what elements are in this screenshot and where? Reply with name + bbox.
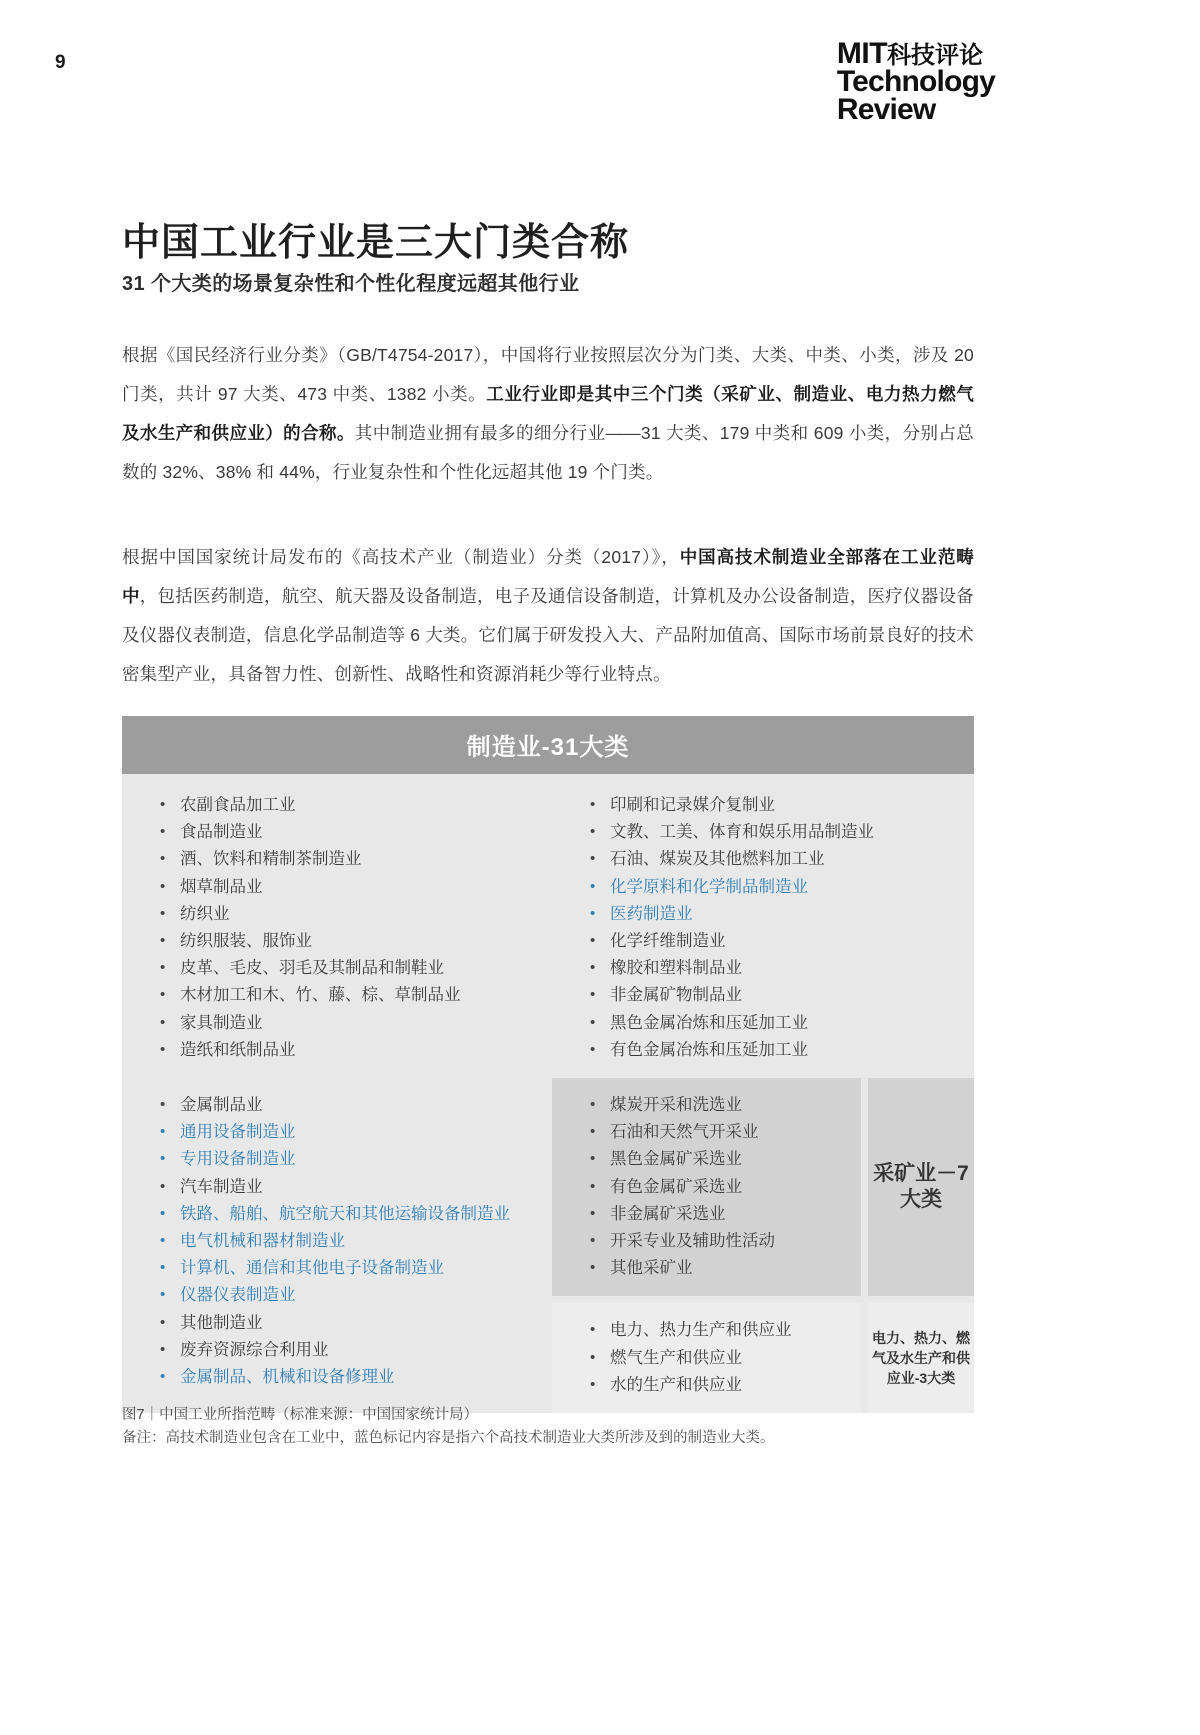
list-item: • 其他采矿业: [552, 1255, 861, 1282]
mining-section-label: 采矿业－7大类: [868, 1078, 974, 1296]
list-spacer: [122, 1064, 552, 1092]
list-item: • 其他制造业: [122, 1310, 552, 1337]
list-item: • 家具制造业: [122, 1010, 552, 1037]
brand-line-review: Review: [836, 92, 936, 126]
brand-chinese-text: 科技评论: [887, 42, 984, 69]
list-item: • 食品制造业: [122, 819, 552, 846]
caption-line-1: 图7｜中国工业所指范畴（标准来源：中国国家统计局）: [122, 1407, 479, 1423]
list-item: • 燃气生产和供应业: [552, 1345, 861, 1372]
manufacturing-list-left-top: [122, 792, 552, 1064]
list-item: • 电气机械和器材制造业: [122, 1228, 552, 1255]
list-item: • 通用设备制造业: [122, 1119, 552, 1146]
body-paragraph-1: [122, 336, 974, 492]
secondary-sector-boxes: [552, 1078, 974, 1413]
list-item: • 纺织业: [122, 901, 552, 928]
list-item: • 石油、煤炭及其他燃料加工业: [552, 846, 974, 873]
list-item: • 计算机、通信和其他电子设备制造业: [122, 1255, 552, 1282]
industry-classification-figure: [122, 716, 974, 1413]
list-item: • 橡胶和塑料制品业: [552, 955, 974, 982]
list-item: • 印刷和记录媒介复制业: [552, 792, 974, 819]
figure-body: [122, 774, 974, 1413]
para1-part-b: 其中制造业拥有最多的细分行业——31 大类、179 中类和 609 小类，分别占总数的 32%、38% 和 44%，行业复杂性和个性化远超其他 19 个门类。: [122, 422, 974, 482]
utilities-section-label: 电力、热力、燃气及水生产和供应业-3大类: [868, 1303, 974, 1413]
list-item: • 废弃资源综合利用业: [122, 1337, 552, 1364]
page-subtitle: 31 个大类的场景复杂性和个性化程度远超其他行业: [122, 272, 580, 295]
list-item: • 铁路、船舶、航空航天和其他运输设备制造业: [122, 1201, 552, 1228]
list-item: • 皮革、毛皮、羽毛及其制品和制鞋业: [122, 955, 552, 982]
list-item: • 黑色金属矿采选业: [552, 1146, 861, 1173]
para2-part-b: ，包括医药制造，航空、航天器及设备制造，电子及通信设备制造，计算机及办公设备制造，医疗仪器设备及仪器仪表制造，信息化学品制造等 6 大类。它们属于研发投入大、产品附加值高、国际市场前景良好的技术密集型产业，具备智力性、创新性、战略性和资源消耗少等行业特点。: [122, 585, 975, 684]
mining-section: [552, 1078, 974, 1296]
list-item: • 开采专业及辅助性活动: [552, 1228, 861, 1255]
figure-header-title: 制造业-31大类: [122, 716, 974, 774]
list-item: • 仪器仪表制造业: [122, 1282, 552, 1309]
page-number: 9: [55, 52, 66, 73]
list-item: • 酒、饮料和精制茶制造业: [122, 846, 552, 873]
list-item: • 造纸和纸制品业: [122, 1037, 552, 1064]
caption-line-2: 备注：高技术制造业包含在工业中，蓝色标记内容是指六个高技术制造业大类所涉及到的制造业大类。: [122, 1430, 775, 1446]
utilities-section: [552, 1303, 974, 1413]
list-item: • 非金属矿物制品业: [552, 982, 974, 1009]
para2-bold: 中国高技术制造业全部落在工业范畴中: [122, 546, 975, 606]
brand-line-mit: [836, 37, 995, 70]
mit-technology-review-logo: [836, 37, 995, 126]
list-item: • 石油和天然气开采业: [552, 1119, 861, 1146]
list-item: • 金属制品、机械和设备修理业: [122, 1364, 552, 1391]
list-item: • 烟草制品业: [122, 874, 552, 901]
figure-caption: [122, 1404, 775, 1450]
list-item: • 医药制造业: [552, 901, 974, 928]
list-item: • 木材加工和木、竹、藤、棕、草制品业: [122, 982, 552, 1009]
mining-list: [552, 1092, 861, 1282]
list-item: • 黑色金属冶炼和压延加工业: [552, 1010, 974, 1037]
list-item: • 有色金属矿采选业: [552, 1174, 861, 1201]
list-item: • 煤炭开采和洗选业: [552, 1092, 861, 1119]
figure-right-column: [552, 774, 974, 1413]
list-item: • 化学纤维制造业: [552, 928, 974, 955]
utilities-list-box: [552, 1303, 861, 1413]
list-item: • 水的生产和供应业: [552, 1372, 861, 1399]
manufacturing-list-left-bottom: [122, 1092, 552, 1391]
list-item: • 有色金属冶炼和压延加工业: [552, 1037, 974, 1064]
figure-left-column: [122, 774, 552, 1401]
mining-list-box: [552, 1078, 861, 1296]
list-item: • 农副食品加工业: [122, 792, 552, 819]
figure-columns: [122, 774, 974, 1413]
utilities-list: [552, 1317, 861, 1399]
para1-part-a: 根据《国民经济行业分类》（GB/T4754-2017），中国将行业按照层次分为门类、大类、中类、小类，涉及 20 门类，共计 97 大类、473 中类、1382 小类。: [122, 344, 974, 404]
para1-bold: 工业行业即是其中三个门类（采矿业、制造业、电力热力燃气及水生产和供应业）的合称。: [122, 383, 974, 443]
list-item: • 化学原料和化学制品制造业: [552, 874, 974, 901]
list-item: • 纺织服装、服饰业: [122, 928, 552, 955]
body-paragraph-2: [122, 538, 974, 694]
para2-part-a: 根据中国国家统计局发布的《高技术产业（制造业）分类（2017）》，: [122, 546, 680, 567]
brand-line-technology: Technology: [836, 64, 995, 98]
list-item: • 电力、热力生产和供应业: [552, 1317, 861, 1344]
manufacturing-list-right-top: [552, 792, 974, 1064]
list-item: • 文教、工美、体育和娱乐用品制造业: [552, 819, 974, 846]
brand-mit-text: MIT: [836, 37, 888, 70]
list-item: • 金属制品业: [122, 1092, 552, 1119]
list-item: • 非金属矿采选业: [552, 1201, 861, 1228]
list-item: • 专用设备制造业: [122, 1146, 552, 1173]
list-item: • 汽车制造业: [122, 1174, 552, 1201]
page-title: 中国工业行业是三大门类合称: [122, 222, 630, 265]
